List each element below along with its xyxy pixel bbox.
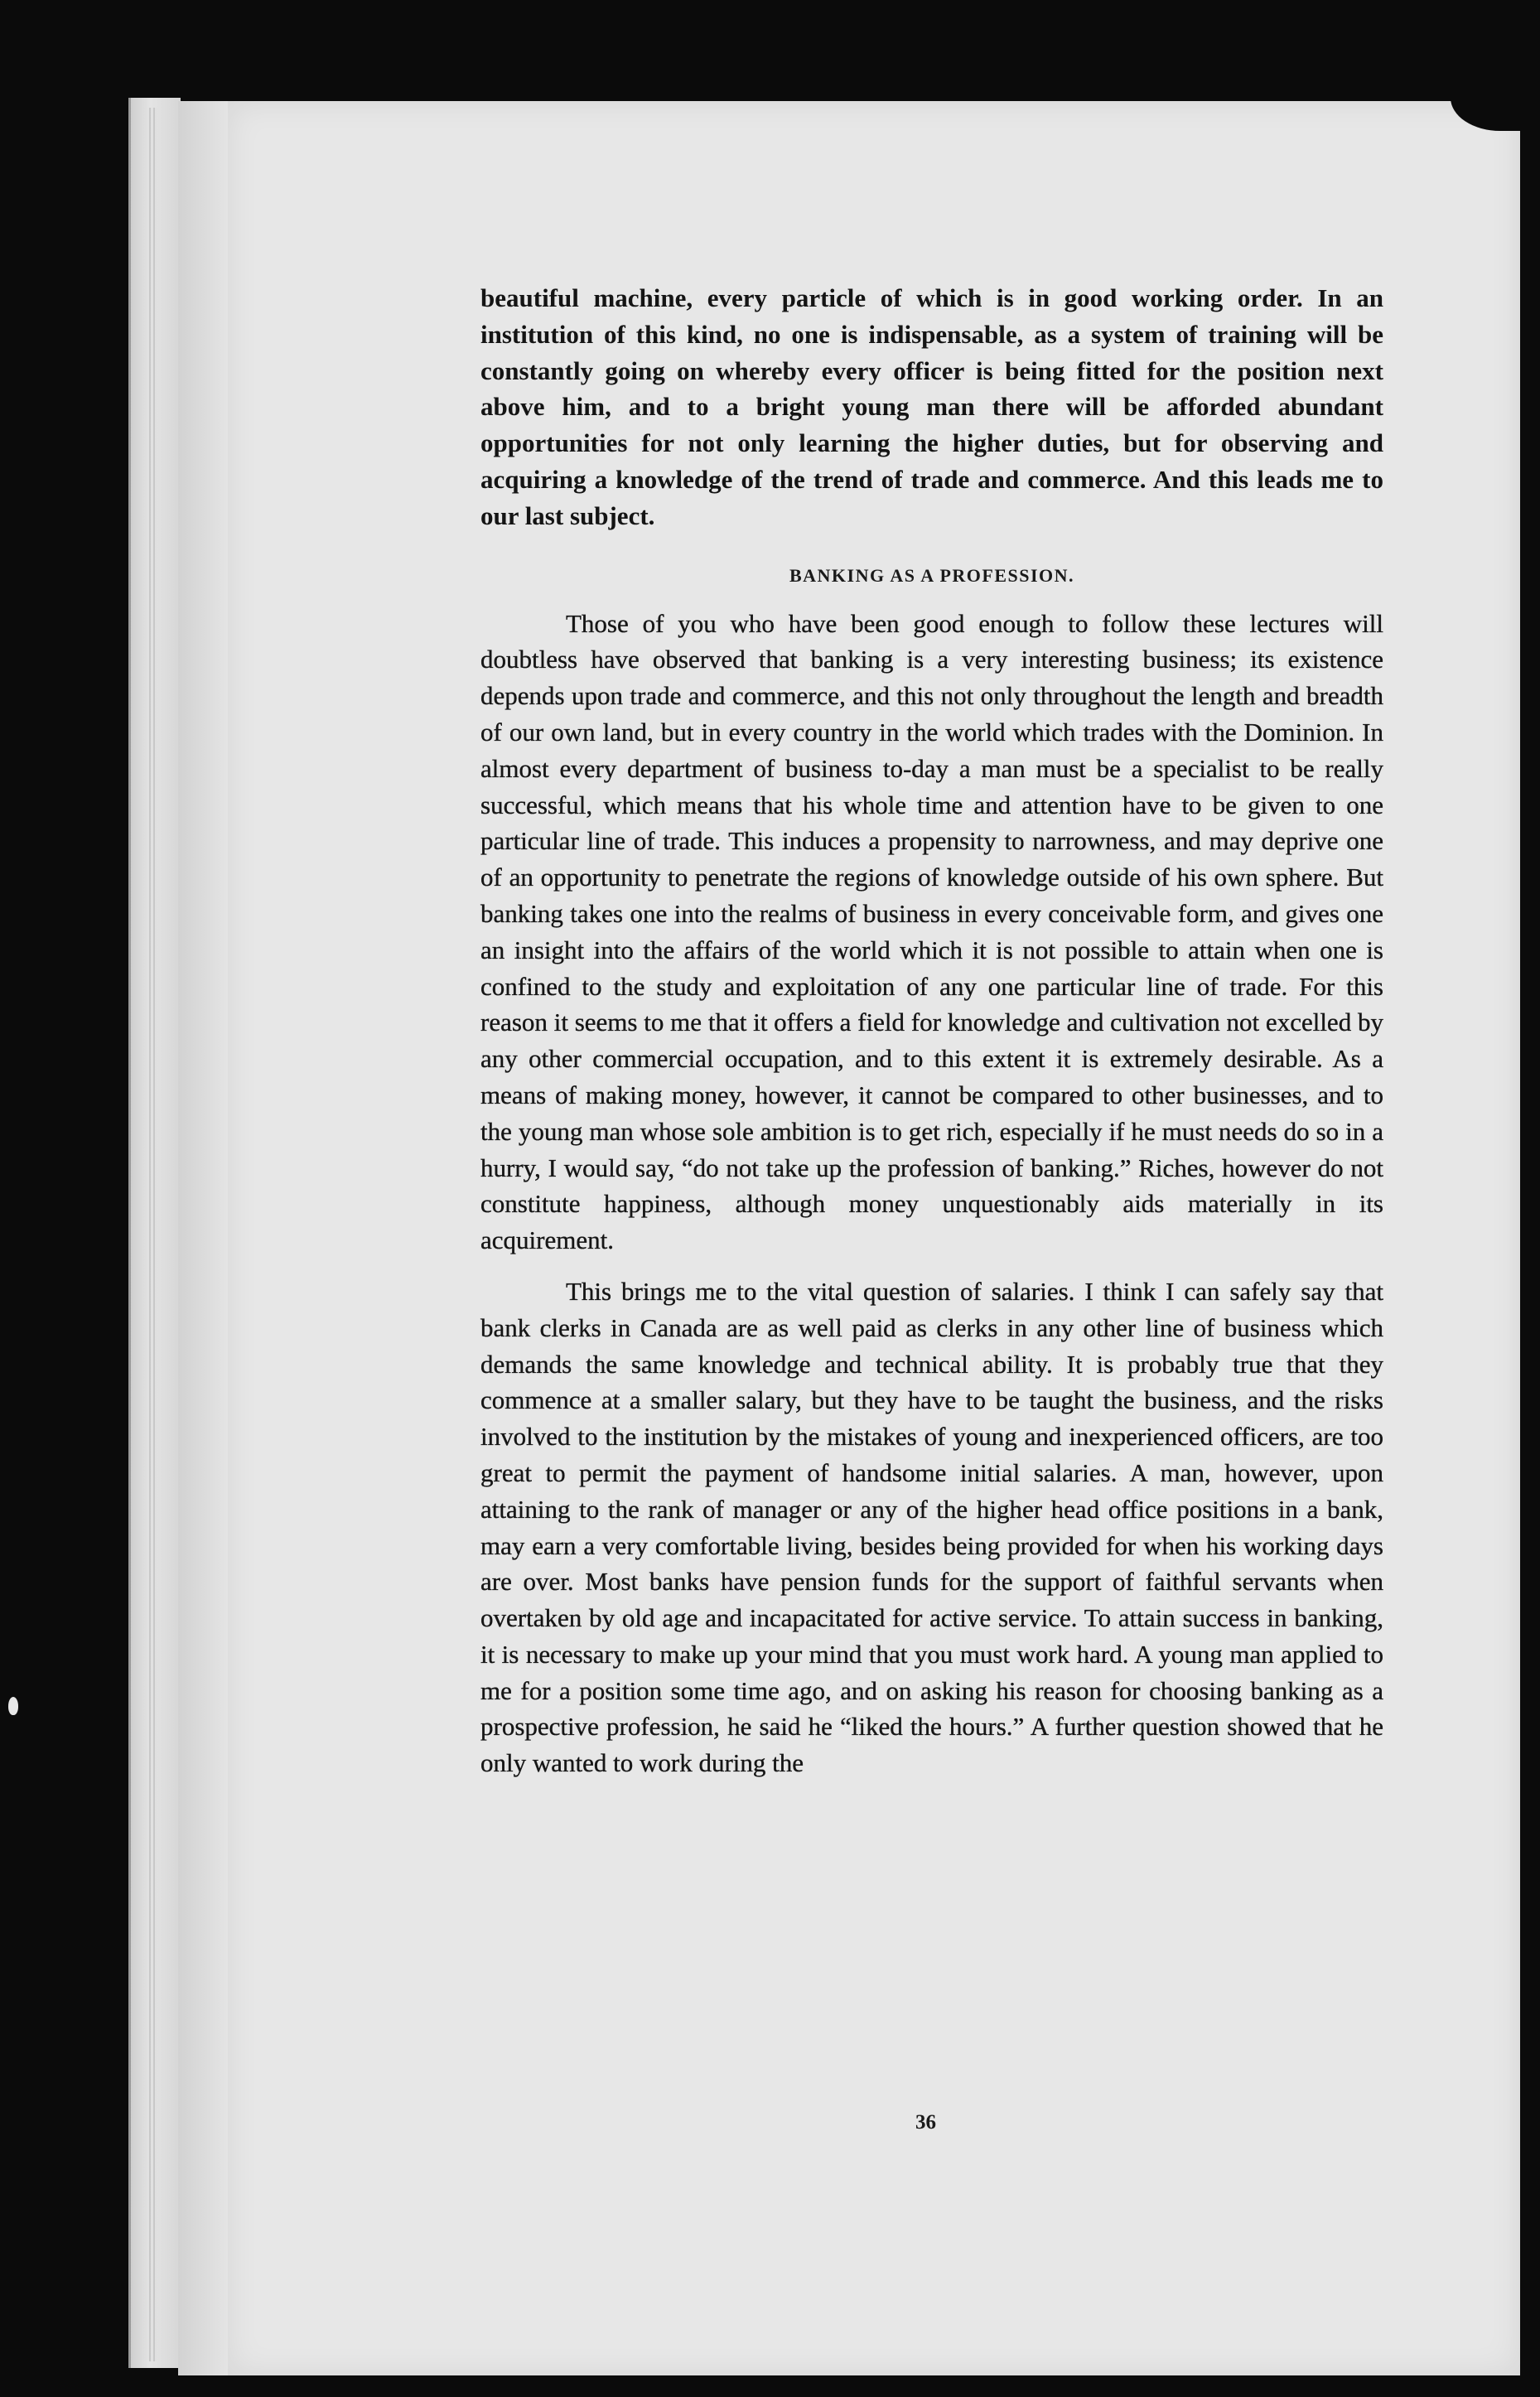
page-stack-lines bbox=[149, 108, 157, 2361]
page-content bbox=[480, 280, 1383, 1781]
page-number: 36 bbox=[915, 2111, 936, 2134]
paragraph-banking-profession: Those of you who have been good enough to follow these lectures will doubtless have observed that banking is a very interesting business; its existence depends upon trade and commerce, and this not only throughout the length and breadth of our own land, but in every country in the world which trades with the Dominion. In almost every department of business to-day a man must be a specialist to be really successful, which means that his whole time and attention have to be given to one particular line of trade. This induces a propensity to narrowness, and may deprive one of an opportunity to penetrate the regions of knowledge outside of his own sphere. But banking takes one into the realms of business in every conceivable form, and gives one an insight into the affairs of the world which it is not possible to attain when one is confined to the study and exploitation of any one particular line of trade. For this reason it seems to me that it offers a field for knowledge and cultivation not excelled by any other commercial occupation, and to this extent it is extremely desirable. As a means of making money, however, it cannot be compared to other businesses, and to the young man whose sole ambition is to get rich, especially if he must needs do so in a hurry, I would say, “do not take up the profession of banking.” Riches, however do not constitute happiness, although money unquestionably aids materially in its acquirement. bbox=[480, 608, 1383, 1255]
paragraph-continuation: beautiful machine, every particle of which is in good working order. In an institution of this kind, no one is indispensable, as a system of training will be constantly going on whereby every officer is being fitted for the position next above him, and to a bright young man there will be afforded abundant opportunities for not only learning the higher duties, but for observing and acquiring a knowledge of the trend of trade and commerce. And this leads me to our last subject. bbox=[480, 283, 1383, 530]
scan-artifact-mark bbox=[8, 1697, 18, 1715]
section-heading: BANKING AS A PROFESSION. bbox=[789, 564, 1075, 586]
paragraph-salaries: This brings me to the vital question of salaries. I think I can safely say that bank clerks in Canada are as well paid as clerks in any other line of business which demands the same knowledge and technical ability. It is probably true that they commence at a smaller salary, but they have to be taught the business, and the risks involved to the institution by the mistakes of young and inexperienced officers, are too great to permit the payment of handsome initial salaries. A man, however, upon attaining to the rank of manager or any of the higher head office positions in a bank, may earn a very comfortable living, besides being provided for when his working days are over. Most banks have pension funds for the support of faithful servants when overtaken by old age and incapacitated for active service. To attain success in banking, it is necessary to make up your mind that you must work hard. A young man applied to me for a position some time ago, and on asking his reason for choosing banking as a prospective profession, he said he “liked the hours.” A further question showed that he only wanted to work during the bbox=[480, 1276, 1383, 1778]
